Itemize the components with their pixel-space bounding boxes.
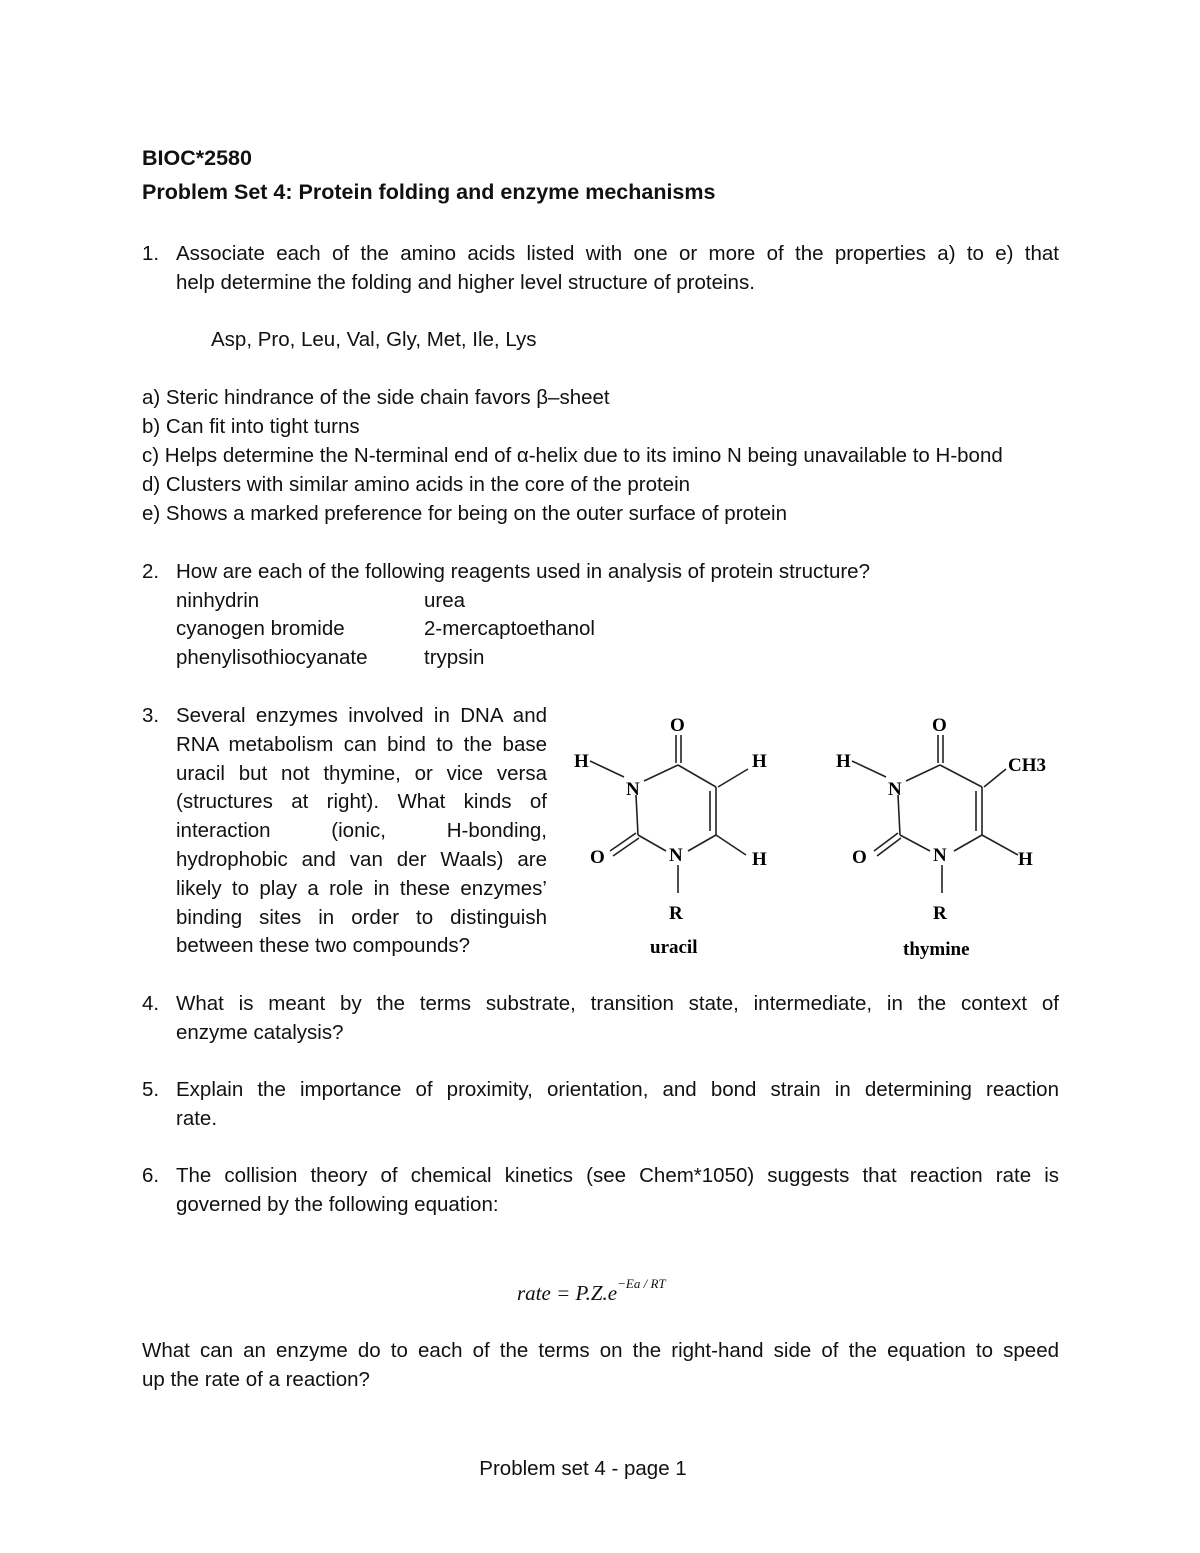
question-text: (structures at right). What kinds of <box>176 790 547 813</box>
atom-label: O <box>932 715 947 736</box>
reagent: ninhydrin <box>176 589 260 612</box>
thymine-structure <box>826 705 1076 965</box>
option-e: e) Shows a marked preference for being on the outer surface of protein <box>142 502 787 525</box>
question-number: 1. <box>142 242 160 265</box>
question-text: up the rate of a reaction? <box>142 1368 370 1391</box>
substituent-label: CH3 <box>1008 755 1046 776</box>
question-number: 6. <box>142 1164 160 1187</box>
reagent: cyanogen bromide <box>176 617 345 640</box>
reagent: phenylisothiocyanate <box>176 646 368 669</box>
reagent: trypsin <box>424 646 485 669</box>
question-text: What is meant by the terms substrate, transition state, intermediate, in the context of <box>176 992 1059 1015</box>
question-text: hydrophobic and van der Waals) are <box>176 848 547 871</box>
course-code: BIOC*2580 <box>142 146 252 170</box>
question-text: rate. <box>176 1107 218 1130</box>
question-text: Associate each of the amino acids listed with one or more of the properties a) to e) that <box>176 242 1059 265</box>
compound-name: thymine <box>903 939 970 960</box>
atom-label: R <box>669 903 683 924</box>
question-text: How are each of the following reagents used in analysis of protein structure? <box>176 560 870 583</box>
question-text: RNA metabolism can bind to the base <box>176 733 547 756</box>
option-d: d) Clusters with similar amino acids in the core of the protein <box>142 473 691 496</box>
question-text: between these two compounds? <box>176 934 471 957</box>
equation-exponent: −Ea / RT <box>617 1276 666 1291</box>
option-b: b) Can fit into tight turns <box>142 415 360 438</box>
question-number: 3. <box>142 704 160 727</box>
rate-equation <box>517 1276 666 1306</box>
question-number: 2. <box>142 560 160 583</box>
atom-label: H <box>1018 849 1033 870</box>
question-text: uracil but not thymine, or vice versa <box>176 762 547 785</box>
page-title: Problem Set 4: Protein folding and enzyme mechanisms <box>142 180 716 204</box>
question-number: 4. <box>142 992 160 1015</box>
amino-acid-list: Asp, Pro, Leu, Val, Gly, Met, Ile, Lys <box>211 328 537 351</box>
question-text: What can an enzyme do to each of the terms on the right-hand side of the equation to speed <box>142 1339 1059 1362</box>
question-text: Explain the importance of proximity, orientation, and bond strain in determining reaction <box>176 1078 1059 1101</box>
atom-label: N <box>626 779 640 800</box>
question-text: governed by the following equation: <box>176 1193 499 1216</box>
option-a: a) Steric hindrance of the side chain favors β–sheet <box>142 386 610 409</box>
question-text: enzyme catalysis? <box>176 1021 344 1044</box>
atom-label: O <box>852 847 867 868</box>
atom-label: R <box>933 903 947 924</box>
atom-label: N <box>888 779 902 800</box>
question-text: The collision theory of chemical kinetics (see Chem*1050) suggests that reaction rate is <box>176 1164 1059 1187</box>
atom-label: N <box>933 845 947 866</box>
substituent-label: H <box>752 751 767 772</box>
atom-label: N <box>669 845 683 866</box>
reagent: urea <box>424 589 466 612</box>
atom-label: O <box>670 715 685 736</box>
uracil-structure <box>560 705 800 965</box>
atom-label: H <box>752 849 767 870</box>
reagent: 2-mercaptoethanol <box>424 617 595 640</box>
equation-base: rate = P.Z.e <box>517 1281 618 1305</box>
atom-label: O <box>590 847 605 868</box>
option-c: c) Helps determine the N-terminal end of α-helix due to its imino N being unavailable to H-bond <box>142 444 1003 467</box>
atom-label: H <box>574 751 589 772</box>
question-text: interaction (ionic, H-bonding, <box>176 819 547 842</box>
question-text: Several enzymes involved in DNA and <box>176 704 547 727</box>
atom-label: H <box>836 751 851 772</box>
question-text: help determine the folding and higher level structure of proteins. <box>176 271 755 294</box>
compound-name: uracil <box>650 937 698 958</box>
page-footer: Problem set 4 - page 1 <box>479 1457 687 1480</box>
question-text: binding sites in order to distinguish <box>176 906 547 929</box>
question-text: likely to play a role in these enzymes’ <box>176 877 547 900</box>
question-number: 5. <box>142 1078 160 1101</box>
